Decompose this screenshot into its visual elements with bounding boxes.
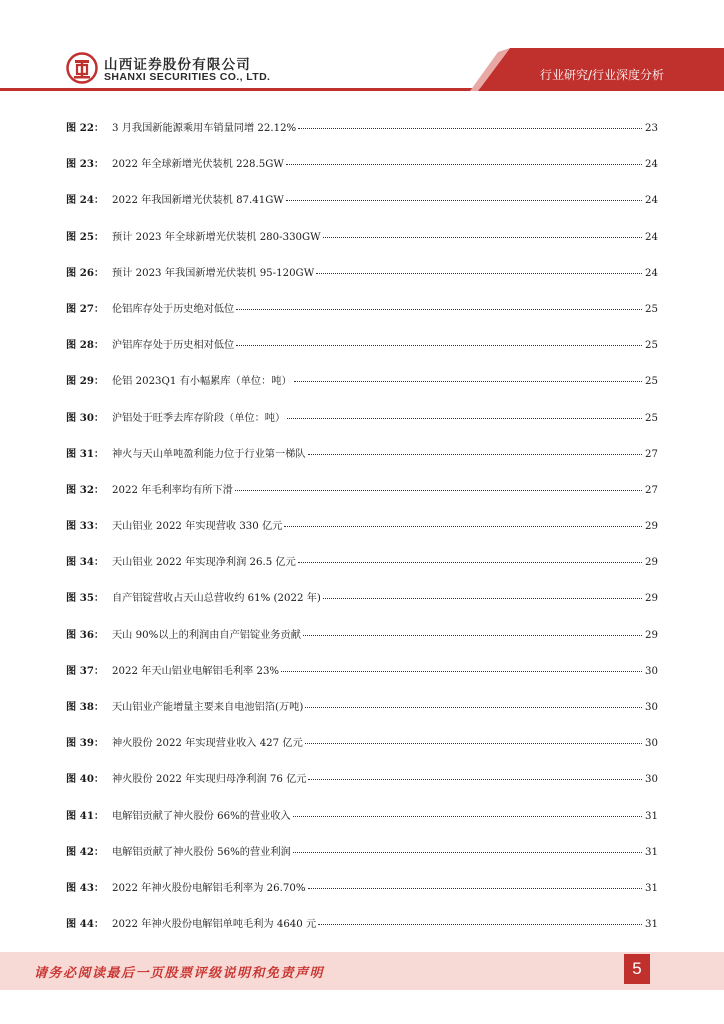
toc-entry[interactable]	[66, 517, 658, 553]
toc-entry-leader	[298, 562, 642, 563]
toc-entry-label: 图 33：	[66, 520, 105, 533]
toc-entry[interactable]	[66, 843, 658, 879]
company-name-en: SHANXI SECURITIES CO., LTD.	[104, 71, 271, 83]
toc-entry-page: 23	[645, 123, 658, 134]
toc-entry-page: 24	[645, 159, 658, 171]
toc-entry[interactable]	[66, 409, 658, 445]
toc-entry-title: 天山 90%以上的利润由自产铝锭业务贡献	[112, 629, 301, 641]
page-number: 5	[624, 954, 650, 984]
toc-entry-title: 预计 2023 年我国新增光伏装机 95-120GW	[112, 267, 315, 279]
toc-entry-label: 图 27：	[66, 302, 105, 315]
footer-disclaimer: 请务必阅读最后一页股票评级说明和免责声明	[34, 966, 325, 981]
toc-entry-label: 图 43：	[66, 881, 105, 894]
toc-entry-label: 图 40：	[66, 773, 105, 786]
toc-entry[interactable]	[66, 553, 658, 589]
company-logo-icon	[66, 52, 98, 84]
toc-entry-label: 图 39：	[66, 737, 105, 750]
toc-entry-page: 29	[645, 593, 658, 605]
toc-entry-title: 2022 年我国新增光伏装机 87.41GW	[112, 195, 284, 207]
toc-entry-leader	[287, 418, 642, 419]
toc-entry-leader	[235, 490, 642, 491]
toc-entry-leader	[305, 707, 642, 708]
toc-entry-title: 2022 年神火股份电解铝毛利率为 26.70%	[112, 882, 306, 894]
toc-entry-label: 图 24：	[66, 194, 105, 207]
toc-entry[interactable]	[66, 734, 658, 770]
toc-entry-page: 31	[645, 810, 658, 822]
page-header	[0, 0, 724, 100]
toc-entry-leader	[293, 816, 642, 817]
toc-entry-page: 24	[645, 195, 658, 207]
toc-entry[interactable]	[66, 119, 658, 155]
report-category: 行业研究/行业深度分析	[539, 68, 664, 82]
figure-table-of-contents	[66, 119, 658, 951]
toc-entry-leader	[294, 381, 642, 382]
toc-entry[interactable]	[66, 770, 658, 806]
toc-entry-page: 30	[645, 774, 658, 786]
toc-entry-label: 图 29：	[66, 375, 105, 388]
toc-entry-title: 自产铝锭营收占天山总营收约 61% (2022 年)	[112, 593, 321, 605]
toc-entry-title: 天山铝业 2022 年实现净利润 26.5 亿元	[112, 557, 296, 569]
toc-entry-label: 图 37：	[66, 664, 105, 677]
toc-entry-label: 图 31：	[66, 447, 105, 460]
toc-entry-leader	[284, 526, 642, 527]
toc-entry-title: 2022 年毛利率均有所下滑	[112, 484, 233, 496]
toc-entry[interactable]	[66, 589, 658, 625]
toc-entry-title: 沪铝处于旺季去库存阶段（单位：吨）	[112, 412, 286, 424]
toc-entry-page: 25	[645, 303, 658, 315]
toc-entry-page: 25	[645, 376, 658, 388]
toc-entry-leader	[308, 779, 642, 780]
toc-entry-label: 图 26：	[66, 266, 105, 279]
toc-entry-label: 图 23：	[66, 158, 105, 171]
toc-entry-page: 27	[645, 484, 658, 496]
toc-entry-title: 预计 2023 年全球新增光伏装机 280-330GW	[112, 231, 321, 243]
toc-entry-label: 图 35：	[66, 592, 105, 605]
toc-entry-title: 神火股份 2022 年实现营业收入 427 亿元	[112, 738, 303, 750]
toc-entry-label: 图 36：	[66, 628, 105, 641]
toc-entry-page: 29	[645, 557, 658, 569]
toc-entry-label: 图 30：	[66, 411, 105, 424]
toc-entry-leader	[281, 671, 642, 672]
toc-entry-page: 30	[645, 702, 658, 713]
toc-entry[interactable]	[66, 445, 658, 481]
toc-entry-page: 30	[645, 738, 658, 750]
toc-entry-page: 25	[645, 412, 658, 424]
toc-entry-leader	[293, 852, 642, 853]
toc-entry-leader	[318, 924, 642, 925]
toc-entry[interactable]	[66, 336, 658, 372]
toc-entry-leader	[323, 237, 642, 238]
toc-entry-label: 图 22：	[66, 122, 105, 134]
toc-entry-leader	[286, 164, 642, 165]
toc-entry-title: 2022 年全球新增光伏装机 228.5GW	[112, 159, 284, 171]
toc-entry-page: 27	[645, 448, 658, 460]
toc-entry[interactable]	[66, 698, 658, 734]
toc-entry-title: 伦铝库存处于历史绝对低位	[112, 303, 235, 315]
toc-entry-label: 图 25：	[66, 230, 105, 243]
toc-entry-title: 3 月我国新能源乘用车销量同增 22.12%	[112, 123, 297, 134]
toc-entry-page: 31	[645, 846, 658, 858]
toc-entry[interactable]	[66, 807, 658, 843]
toc-entry-page: 24	[645, 231, 658, 243]
toc-entry[interactable]	[66, 481, 658, 517]
toc-entry-leader	[286, 200, 642, 201]
toc-entry-page: 30	[645, 665, 658, 677]
toc-entry-leader	[236, 309, 642, 310]
toc-entry[interactable]	[66, 300, 658, 336]
toc-entry[interactable]	[66, 915, 658, 951]
toc-entry-label: 图 38：	[66, 701, 105, 713]
company-name-cn: 山西证券股份有限公司	[104, 57, 251, 73]
toc-entry-title: 2022 年神火股份电解铝单吨毛利为 4640 元	[112, 919, 317, 931]
toc-entry-leader	[308, 888, 643, 889]
toc-entry-leader	[316, 273, 642, 274]
toc-entry-title: 伦铝 2023Q1 有小幅累库（单位：吨）	[112, 376, 292, 388]
toc-entry-title: 电解铝贡献了神火股份 56%的营业利润	[112, 846, 291, 858]
toc-entry-title: 电解铝贡献了神火股份 66%的营业收入	[112, 810, 291, 822]
toc-entry-page: 29	[645, 629, 658, 641]
toc-entry-label: 图 34：	[66, 556, 105, 569]
toc-entry-leader	[303, 635, 642, 636]
toc-entry-title: 天山铝业产能增量主要来自电池铝箔(万吨)	[112, 702, 304, 713]
toc-entry-page: 24	[645, 267, 658, 279]
toc-entry[interactable]	[66, 228, 658, 264]
toc-entry-label: 图 44：	[66, 918, 105, 931]
toc-entry-page: 31	[645, 882, 658, 894]
toc-entry-label: 图 32：	[66, 483, 105, 496]
toc-entry-title: 神火股份 2022 年实现归母净利润 76 亿元	[112, 774, 307, 786]
toc-entry-leader	[305, 743, 642, 744]
toc-entry-leader	[308, 454, 642, 455]
toc-entry[interactable]	[66, 879, 658, 915]
toc-entry[interactable]	[66, 626, 658, 662]
toc-entry-title: 2022 年天山铝业电解铝毛利率 23%	[112, 665, 280, 677]
toc-entry-page: 25	[645, 340, 658, 352]
toc-entry-title: 神火与天山单吨盈利能力位于行业第一梯队	[112, 448, 306, 460]
toc-entry[interactable]	[66, 155, 658, 191]
toc-entry[interactable]	[66, 264, 658, 300]
toc-entry-label: 图 41：	[66, 809, 105, 822]
toc-entry-title: 天山铝业 2022 年实现营收 330 亿元	[112, 521, 283, 533]
toc-entry-leader	[236, 345, 642, 346]
toc-entry-title: 沪铝库存处于历史相对低位	[112, 340, 235, 352]
toc-entry-page: 31	[645, 919, 658, 931]
toc-entry[interactable]	[66, 662, 658, 698]
toc-entry-label: 图 42：	[66, 845, 105, 858]
toc-entry-leader	[298, 128, 642, 129]
toc-entry-page: 29	[645, 521, 658, 533]
toc-entry-label: 图 28：	[66, 339, 105, 352]
toc-entry[interactable]	[66, 372, 658, 408]
toc-entry-leader	[323, 598, 642, 599]
toc-entry[interactable]	[66, 191, 658, 227]
